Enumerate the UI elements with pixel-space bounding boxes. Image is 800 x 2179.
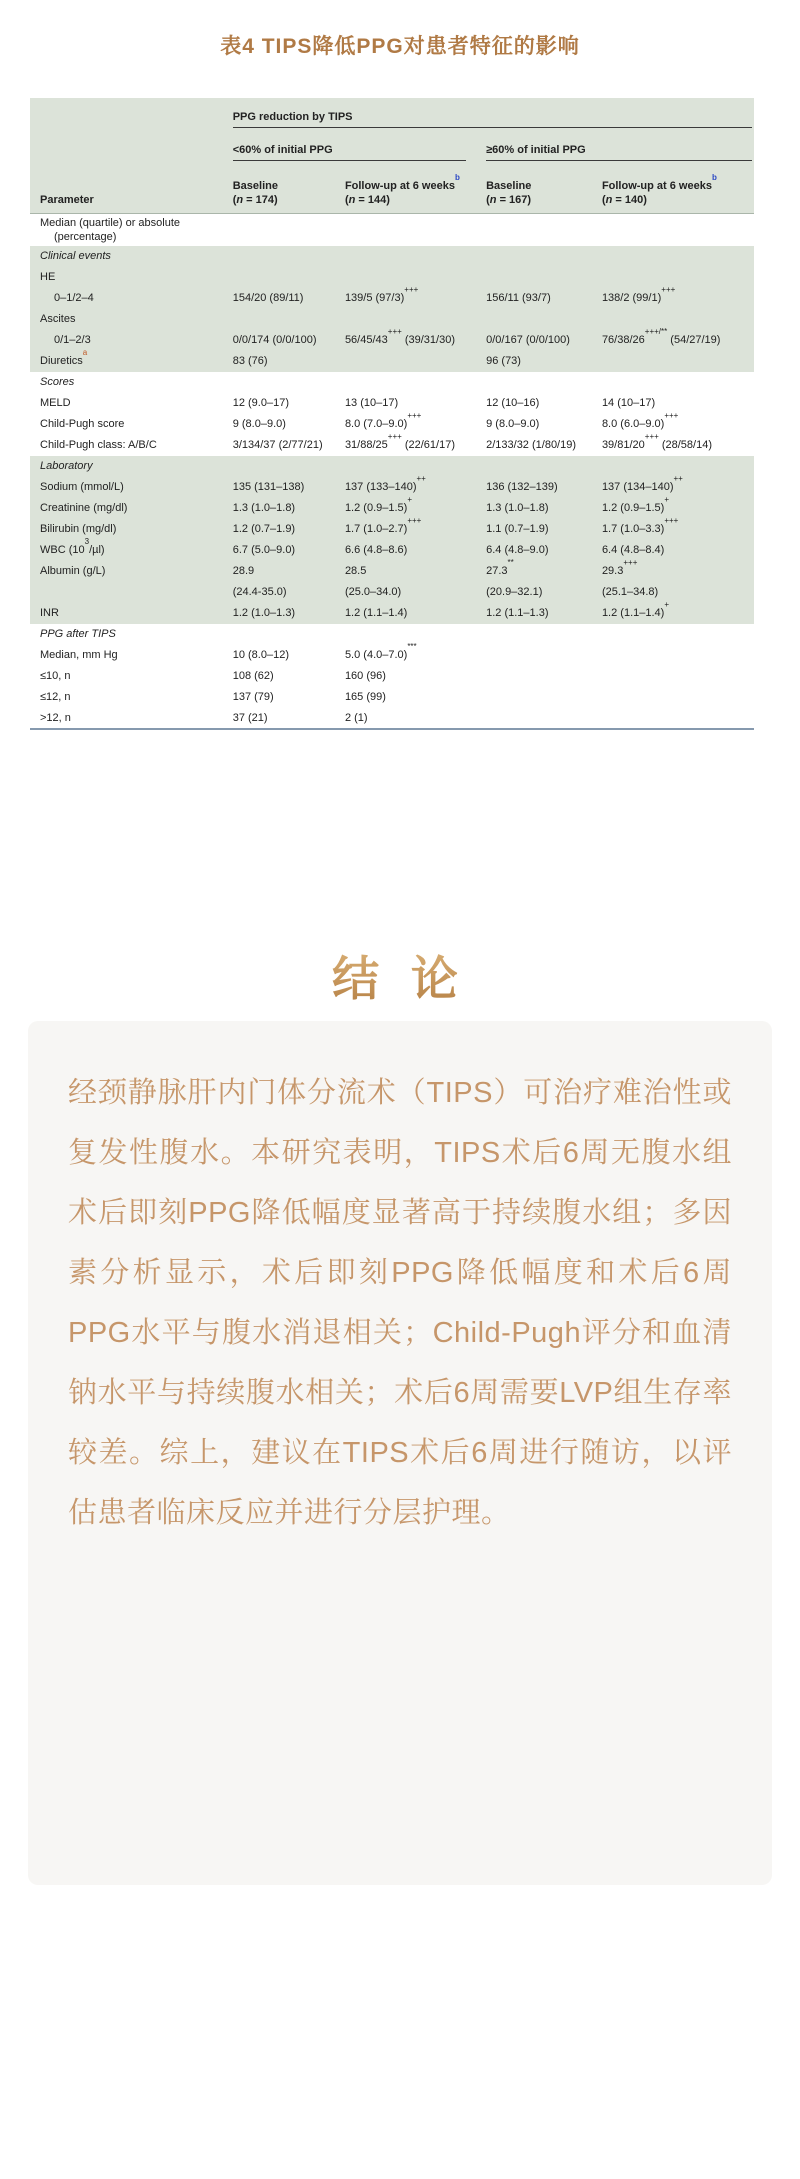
table-cell: 1.2 (0.9–1.5)+ — [345, 498, 486, 519]
parameter-header: Parameter — [30, 161, 233, 213]
group-header-cell-lt60 — [233, 128, 486, 161]
empty-cell — [30, 128, 233, 161]
table-cell — [486, 309, 602, 330]
table-cell — [602, 309, 754, 330]
table-cell: (24.4-35.0) — [233, 582, 345, 603]
table-section-label: Scores — [40, 376, 75, 388]
table-cell: 12 (10–16) — [486, 397, 540, 409]
table-cell: 1.2 (1.1–1.4)+ — [602, 603, 754, 624]
table-cell: 28.9 — [233, 561, 345, 582]
span-header-cell — [233, 98, 754, 128]
table-row — [30, 582, 754, 603]
table-cell: 6.4 (4.8–8.4) — [602, 540, 754, 561]
col-header-line2: (n = 144) — [344, 193, 390, 206]
table-cell: 29.3+++ — [602, 561, 754, 582]
table-cell: 1.2 (0.7–1.9) — [233, 519, 345, 540]
row-label: Median, mm Hg — [40, 649, 118, 661]
table-row — [30, 393, 754, 414]
col-header-line1: Follow-up at 6 weeks — [601, 179, 712, 192]
row-label: Albumin (g/L) — [30, 561, 233, 582]
row-label: Bilirubin (mg/dl) — [30, 519, 233, 540]
table-group-header-row — [30, 128, 754, 161]
table-section-row — [30, 372, 754, 393]
table-header — [30, 98, 754, 213]
table-cell: 0/0/167 (0/0/100) — [486, 330, 602, 351]
row-label: Diuretics$^a$ — [30, 351, 233, 372]
table-cell: 136 (132–139) — [486, 477, 602, 498]
table-row — [30, 498, 754, 519]
table-cell: 0/0/174 (0/0/100) — [233, 330, 345, 351]
table-cell — [486, 708, 602, 729]
table-cell: 1.7 (1.0–2.7)+++ — [345, 519, 486, 540]
table-cell: 27.3** — [486, 561, 602, 582]
table-cell: 138/2 (99/1)+++ — [602, 288, 754, 309]
table-cell — [486, 213, 602, 246]
table-cell — [486, 645, 602, 666]
table-cell — [233, 267, 345, 288]
table-cell — [602, 645, 754, 666]
table-cell: 31/88/25+++ (22/61/17) — [344, 432, 455, 451]
table-cell: 9 (8.0–9.0) — [486, 418, 540, 430]
footnote-sup: b — [711, 172, 717, 182]
table-cell: 139/5 (97/3)+++ — [345, 288, 486, 309]
table-cell: 137 (134–140)++ — [602, 477, 754, 498]
page-title: 表4 TIPS降低PPG对患者特征的影响 — [220, 35, 580, 58]
group-header-lt60: <60% of initial PPG — [233, 138, 466, 161]
row-label: 0–1/2–4 — [30, 288, 233, 309]
table-cell: 8.0 (7.0–9.0)+++ — [344, 411, 422, 430]
row-label: MELD — [40, 397, 71, 409]
table-cell: (25.0–34.0) — [345, 582, 486, 603]
row-label: Sodium (mmol/L) — [30, 477, 233, 498]
table-section-label: PPG after TIPS — [40, 628, 116, 640]
table-cell: (25.1–34.8) — [602, 582, 754, 603]
table-section-row — [30, 456, 754, 477]
table-column-header-row — [30, 161, 754, 213]
table-cell: 156/11 (93/7) — [486, 288, 602, 309]
table-row — [30, 351, 754, 372]
table-cell: 6.7 (5.0–9.0) — [233, 540, 345, 561]
table-cell — [602, 351, 754, 372]
table-span-header: PPG reduction by TIPS — [233, 103, 752, 128]
table-cell: (20.9–32.1) — [486, 582, 602, 603]
row-label: HE — [30, 267, 233, 288]
table-cell: 39/81/20+++ (28/58/14) — [601, 432, 712, 451]
table-cell: 9 (8.0–9.0) — [232, 418, 286, 430]
table-row — [30, 477, 754, 498]
table-cell — [345, 213, 486, 246]
col-header-line1: Baseline — [232, 179, 278, 192]
table-cell: 6.4 (4.8–9.0) — [486, 540, 602, 561]
table-row — [30, 288, 754, 309]
table-cell — [602, 666, 754, 687]
table-row — [30, 435, 754, 456]
table-cell: 1.7 (1.0–3.3)+++ — [602, 519, 754, 540]
table-body — [30, 213, 754, 729]
table-cell: 76/38/26+++/** (54/27/19) — [602, 330, 754, 351]
row-label: INR — [30, 603, 233, 624]
row-label: WBC $(10^3/\mu l)$ — [30, 540, 233, 561]
row-label: Creatinine (mg/dl) — [30, 498, 233, 519]
table-cell: 10 (8.0–12) — [232, 649, 289, 661]
col-header-followup-2 — [602, 161, 754, 213]
table-row — [30, 708, 754, 729]
col-header-line2: (n = 140) — [601, 193, 647, 206]
table-cell: 160 (96) — [344, 670, 386, 682]
table-cell: 1.3 (1.0–1.8) — [486, 498, 602, 519]
table-row — [30, 519, 754, 540]
col-header-line1: Follow-up at 6 weeks — [344, 179, 455, 192]
row-label: 0/1–2/3 — [30, 330, 233, 351]
table-cell: 13 (10–17) — [344, 397, 399, 409]
table-row — [30, 267, 754, 288]
table-cell — [486, 666, 602, 687]
table-row — [30, 540, 754, 561]
table-row — [30, 666, 754, 687]
col-header-baseline-1 — [233, 161, 345, 213]
table-cell: 28.5 — [345, 561, 486, 582]
table-cell — [345, 351, 486, 372]
table-section-row — [30, 246, 754, 267]
row-label — [30, 582, 233, 603]
table-cell: 137 (79) — [232, 691, 274, 703]
table-cell: 154/20 (89/11) — [233, 288, 345, 309]
row-label: Child-Pugh class: A/B/C — [40, 439, 157, 451]
table-cell: 37 (21) — [232, 711, 268, 724]
table-cell: 1.3 (1.0–1.8) — [233, 498, 345, 519]
col-header-line2: (n = 167) — [486, 193, 532, 206]
table-cell: 165 (99) — [344, 691, 386, 703]
table-cell — [602, 687, 754, 708]
col-header-followup-1 — [345, 161, 486, 213]
row-label: Ascites — [30, 309, 233, 330]
table-cell: 108 (62) — [232, 670, 274, 682]
row-label: Child-Pugh score — [40, 418, 125, 430]
conclusion-title: 结 论 — [0, 942, 800, 1009]
table-cell: 1.2 (1.1–1.3) — [486, 603, 602, 624]
col-header-baseline-2 — [486, 161, 602, 213]
page — [0, 30, 800, 1885]
table-span-header-row — [30, 98, 754, 128]
row-label: ≤10, n — [40, 670, 71, 682]
table-row — [30, 330, 754, 351]
table-cell — [233, 309, 345, 330]
table-cell: 56/45/43+++ (39/31/30) — [345, 330, 486, 351]
table-row — [30, 645, 754, 666]
table-cell — [602, 213, 754, 246]
conclusion-text: 经颈静脉肝内门体分流术（TIPS）可治疗难治性或复发性腹水。本研究表明，TIPS术后6周无腹水组术后即刻PPG降低幅度显著高于持续腹水组；多因素分析显示，术后即刻PPG降低幅度和术后6周PPG水平与腹水消退相关；Child-Pugh评分和血清钠水平与持续腹水相关；术后6周需要LVP组生存率较差。综上，建议在TIPS术后6周进行随访，以评估患者临床反应并进行分层护理。 — [68, 1076, 732, 1529]
table-cell — [486, 687, 602, 708]
clinical-table — [30, 98, 754, 730]
col-header-line2: (n = 174) — [232, 193, 278, 206]
table-section-row — [30, 624, 754, 645]
table-cell: 83 (76) — [233, 351, 345, 372]
table-cell — [233, 213, 345, 246]
table-cell: 8.0 (6.0–9.0)+++ — [601, 411, 679, 430]
table-cell: 1.1 (0.7–1.9) — [486, 519, 602, 540]
table-section-label: Clinical events — [30, 246, 754, 267]
table-cell: 6.6 (4.8–8.6) — [345, 540, 486, 561]
footnote-sup: b — [454, 172, 460, 182]
table-cell — [345, 309, 486, 330]
col-header-line1: Baseline — [486, 179, 532, 192]
group-header-ge60: ≥60% of initial PPG — [486, 138, 752, 161]
table-row — [30, 603, 754, 624]
table-cell: 2 (1) — [344, 711, 368, 724]
table-cell: 135 (131–138) — [233, 477, 345, 498]
table-cell: 1.2 (0.9–1.5)+ — [602, 498, 754, 519]
table-section-label: Laboratory — [30, 456, 754, 477]
conclusion-card — [28, 1021, 772, 1885]
table-row — [30, 213, 754, 246]
row-label: >12, n — [40, 711, 71, 724]
table-row — [30, 687, 754, 708]
table-row — [30, 561, 754, 582]
group-header-cell-ge60 — [486, 128, 754, 161]
row-label: ≤12, n — [40, 691, 71, 703]
table-cell: 1.2 (1.0–1.3) — [233, 603, 345, 624]
ppg-table — [30, 98, 754, 730]
table-cell: 5.0 (4.0–7.0)*** — [344, 642, 417, 661]
table-cell — [486, 267, 602, 288]
table-cell: 1.2 (1.1–1.4) — [345, 603, 486, 624]
table-cell: 12 (9.0–17) — [232, 397, 289, 409]
table-cell — [602, 267, 754, 288]
table-cell: 96 (73) — [486, 351, 602, 372]
table-cell: 14 (10–17) — [601, 397, 656, 409]
table-cell: 137 (133–140)++ — [345, 477, 486, 498]
empty-cell — [30, 98, 233, 128]
table-cell: 3/134/37 (2/77/21) — [232, 439, 323, 451]
table-cell: 2/133/32 (1/80/19) — [486, 439, 577, 451]
row-label: Median (quartile) or absolute (percentage) — [40, 216, 181, 243]
table-cell — [602, 708, 754, 729]
